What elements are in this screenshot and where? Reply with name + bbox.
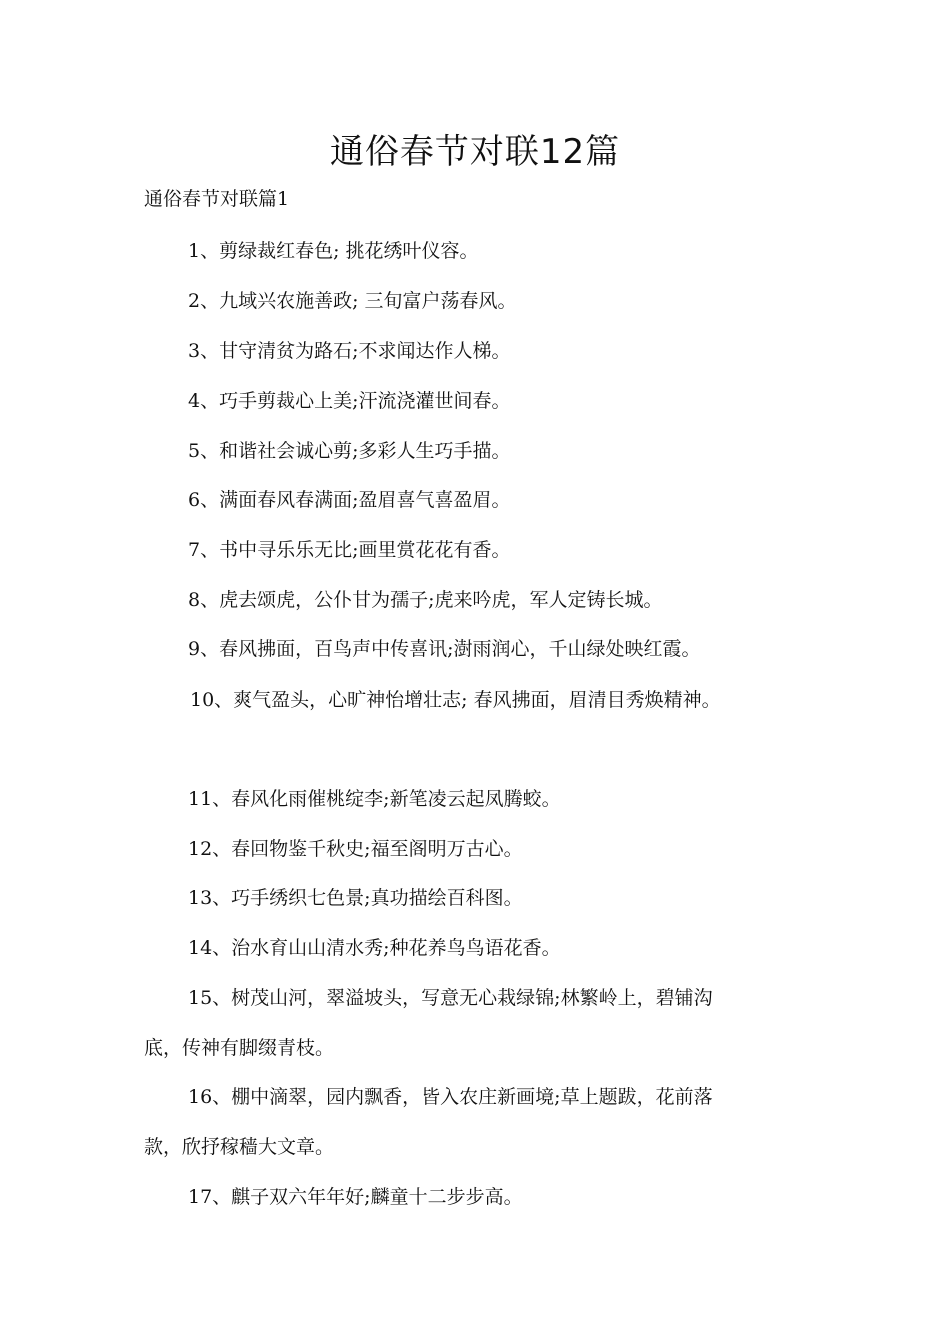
section-heading: 通俗春节对联篇1 (144, 188, 290, 210)
couplet-line-13: 13、巧手绣织七色景;真功描绘百科图。 (188, 887, 523, 909)
couplet-line-11: 11、春风化雨催桃绽李;新笔凌云起凤腾蛟。 (188, 788, 561, 810)
document-title: 通俗春节对联12篇 (329, 132, 621, 172)
couplet-line-6: 6、满面春风春满面;盈眉喜气喜盈眉。 (188, 489, 511, 511)
couplet-line-15: 15、树茂山河，翠溢坡头，写意无心栽绿锦;林繁岭上，碧铺沟 (188, 987, 713, 1009)
couplet-line-8: 8、虎去颂虎，公仆甘为孺子;虎来吟虎，军人定铸长城。 (188, 589, 663, 611)
couplet-line-10: 10、爽气盈头，心旷神怡增壮志; 春风拂面，眉清目秀焕精神。 (190, 689, 721, 711)
couplet-line-14: 14、治水育山山清水秀;种花养鸟鸟语花香。 (188, 937, 561, 959)
couplet-line-4: 4、巧手剪裁心上美;汗流浇灌世间春。 (188, 390, 511, 412)
couplet-line-1: 1、剪绿裁红春色; 挑花绣叶仪容。 (188, 240, 479, 262)
couplet-line-17: 17、麒子双六年年好;麟童十二步步高。 (188, 1186, 523, 1208)
couplet-line-7: 7、书中寻乐乐无比;画里赏花花有香。 (188, 539, 511, 561)
couplet-line-16: 16、棚中滴翠，园内飘香，皆入农庄新画境;草上题跋，花前落 (188, 1086, 713, 1108)
couplet-line-2: 2、九域兴农施善政; 三旬富户荡春风。 (188, 290, 517, 312)
couplet-line-3: 3、甘守清贫为路石;不求闻达作人梯。 (188, 340, 511, 362)
couplet-line-16-cont: 款，欣抒稼穑大文章。 (144, 1136, 335, 1158)
couplet-line-9: 9、春风拂面，百鸟声中传喜讯;澍雨润心，千山绿处映红霞。 (188, 638, 701, 660)
couplet-line-15-cont: 底，传神有脚缀青枝。 (144, 1037, 335, 1059)
couplet-line-12: 12、春回物鉴千秋史;福至阁明万古心。 (188, 838, 523, 860)
couplet-line-5: 5、和谐社会诚心剪;多彩人生巧手描。 (188, 440, 511, 462)
